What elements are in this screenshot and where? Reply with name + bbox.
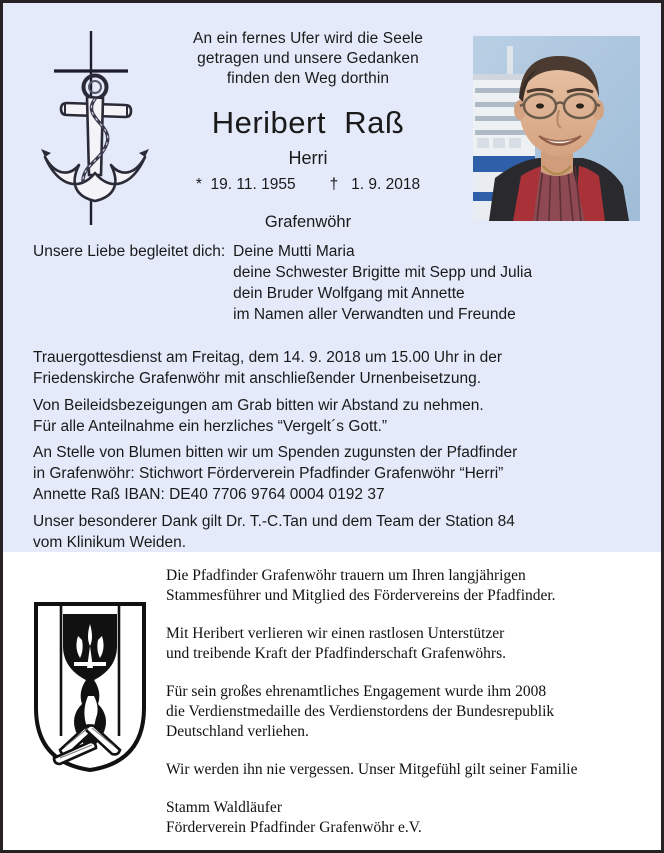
death-date: † 1. 9. 2018 <box>329 176 421 193</box>
scout-line: Wir werden ihn nie vergessen. Unser Mitgefühl gilt seiner Familie <box>166 761 578 778</box>
dedication-names <box>233 241 532 325</box>
obituary-panel <box>3 3 661 552</box>
dedication-name-1: Deine Mutti Maria <box>233 243 355 260</box>
scout-line: und treibende Kraft der Pfadfinderschaft Grafenwöhrs. <box>166 645 507 662</box>
service-line-1: Trauergottesdienst am Freitag, dem 14. 9. 2018 um 15.00 Uhr in der <box>33 349 502 366</box>
scout-block-2 <box>166 624 646 664</box>
donation-line-2: in Grafenwöhr: Stichwort Förderverein Pfadfinder Grafenwöhr “Herri” <box>33 465 504 482</box>
thanks-line-1: Unser besonderer Dank gilt Dr. T.-C.Tan und dem Team der Station 84 <box>33 513 515 530</box>
service-line-2: Friedenskirche Grafenwöhr mit anschließender Urnenbeisetzung. <box>33 370 481 387</box>
scout-line: Mit Heribert verlieren wir einen rastlosen Unterstützer <box>166 625 505 642</box>
service-paragraph <box>33 347 648 389</box>
thanks-line-2: vom Klinikum Weiden. <box>33 534 187 551</box>
scout-block-3 <box>166 682 646 742</box>
scout-signature-line-1: Stamm Waldläufer <box>166 799 282 816</box>
condolences-line-1: Von Beileidsbezeigungen am Grab bitten wir Abstand zu nehmen. <box>33 397 484 414</box>
donation-iban-line: Annette Raß IBAN: DE40 7706 9764 0004 0192 37 <box>33 486 385 503</box>
deceased-name: Heribert Raß <box>211 105 405 140</box>
scout-block-4 <box>166 760 646 780</box>
deceased-nickname: Herri <box>288 148 328 168</box>
scout-block-1 <box>166 566 646 606</box>
scout-shield-campfire-emblem-icon <box>30 600 150 775</box>
donation-paragraph <box>33 442 648 505</box>
dedication-name-4: im Namen aller Verwandten und Freunde <box>233 306 516 323</box>
dedication-lead: Unsere Liebe begleitet dich: <box>33 243 226 260</box>
birth-date: * 19. 11. 1955 <box>195 176 296 193</box>
scout-message <box>166 566 646 838</box>
dedication-block <box>33 241 643 325</box>
portrait-photo <box>473 36 640 221</box>
anchor-with-cross-icon <box>21 25 161 235</box>
dedication-name-3: dein Bruder Wolfgang mit Annette <box>233 285 465 302</box>
scout-signature-line-2: Förderverein Pfadfinder Grafenwöhr e.V. <box>166 819 422 836</box>
scout-line: Die Pfadfinder Grafenwöhr trauern um Ihren langjährigen <box>166 567 526 584</box>
scout-signature <box>166 798 646 838</box>
scout-line: Deutschland verliehen. <box>166 723 309 740</box>
thanks-paragraph <box>33 511 648 553</box>
condolences-paragraph <box>33 395 648 437</box>
donation-line-1: An Stelle von Blumen bitten wir um Spenden zugunsten der Pfadfinder <box>33 444 518 461</box>
scout-panel <box>3 552 661 850</box>
verse-line-1: An ein fernes Ufer wird die Seele <box>193 30 423 47</box>
verse-line-2: getragen und unsere Gedanken <box>197 50 419 67</box>
condolences-line-2: Für alle Anteilnahme ein herzliches “Vergelt´s Gott.” <box>33 418 388 435</box>
dedication-name-2: deine Schwester Brigitte mit Sepp und Julia <box>233 264 533 281</box>
scout-line: die Verdienstmedaille des Verdienstordens der Bundesrepublik <box>166 703 555 720</box>
life-dates <box>143 175 473 195</box>
verse-line-3: finden den Weg dorthin <box>226 70 390 87</box>
scout-line: Stammesführer und Mitglied des Fördervereins der Pfadfinder. <box>166 587 556 604</box>
place-name: Grafenwöhr <box>264 213 352 231</box>
scout-line: Für sein großes ehrenamtliches Engagement wurde ihm 2008 <box>166 683 547 700</box>
obituary-headline <box>143 29 473 233</box>
